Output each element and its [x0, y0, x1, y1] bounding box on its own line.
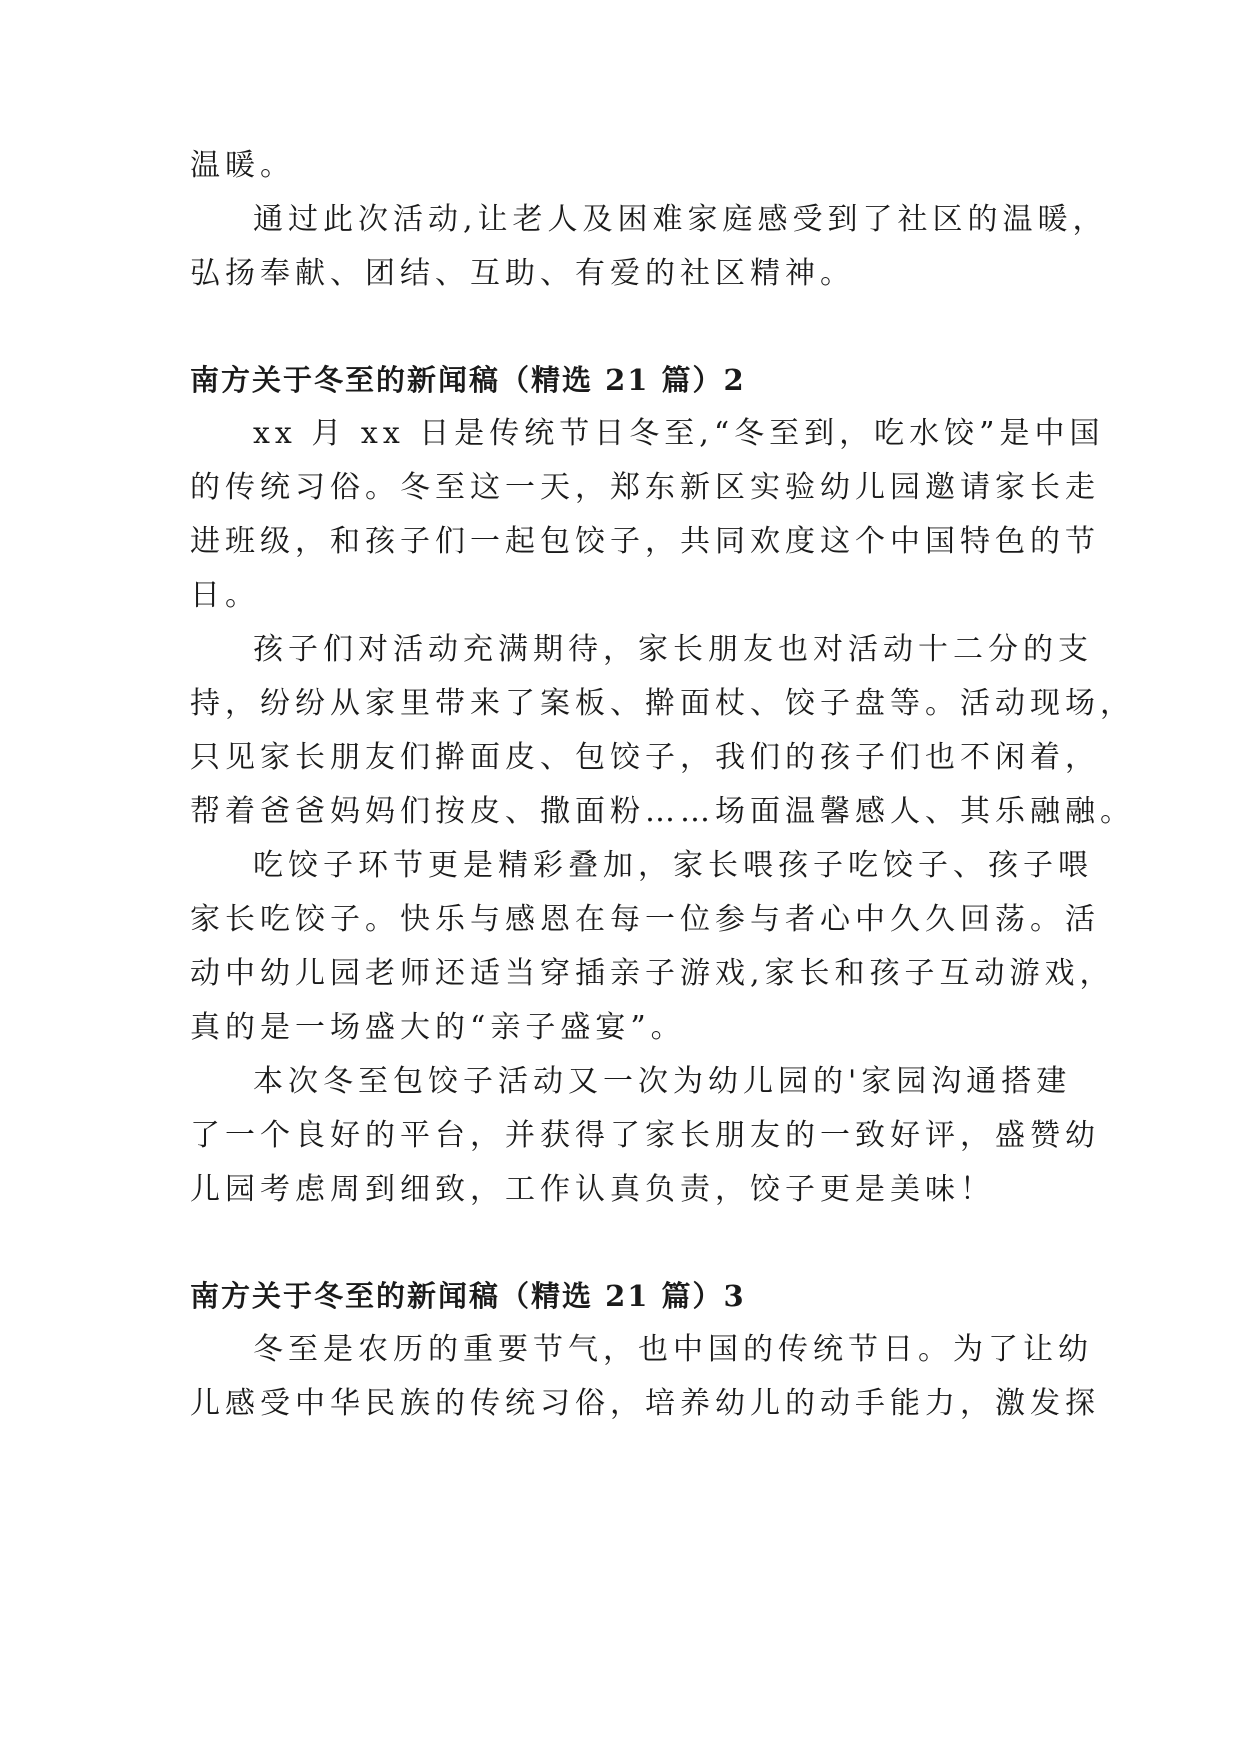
paragraph-line: 进班级，和孩子们一起包饺子，共同欢度这个中国特色的节: [190, 524, 1100, 559]
paragraph-line: 孩子们对活动充满期待，家长朋友也对活动十二分的支: [253, 632, 1093, 667]
paragraph-line: 真的是一场盛大的“亲子盛宴”。: [190, 1010, 686, 1045]
paragraph-line: 冬至是农历的重要节气，也中国的传统节日。为了让幼: [253, 1332, 1093, 1367]
paragraph-line: 温暖。: [190, 148, 295, 183]
paragraph-line: xx 月 xx 日是传统节日冬至,“冬至到，吃水饺”是中国: [253, 416, 1105, 451]
paragraph-line: 本次冬至包饺子活动又一次为幼儿园的'家园沟通搭建: [253, 1064, 1072, 1099]
paragraph-line: 通过此次活动,让老人及困难家庭感受到了社区的温暖，: [253, 202, 1108, 237]
paragraph-line: 吃饺子环节更是精彩叠加，家长喂孩子吃饺子、孩子喂: [253, 848, 1093, 883]
paragraph-line: 家长吃饺子。快乐与感恩在每一位参与者心中久久回荡。活: [190, 902, 1100, 937]
paragraph-line: 动中幼儿园老师还适当穿插亲子游戏,家长和孩子互动游戏，: [190, 956, 1115, 991]
paragraph-line: 了一个良好的平台，并获得了家长朋友的一致好评，盛赞幼: [190, 1118, 1100, 1153]
paragraph-line: 儿园考虑周到细致，工作认真负责，饺子更是美味！: [190, 1172, 995, 1207]
paragraph-line: 的传统习俗。冬至这一天，郑东新区实验幼儿园邀请家长走: [190, 470, 1100, 505]
paragraph-line: 儿感受中华民族的传统习俗，培养幼儿的动手能力，激发探: [190, 1386, 1100, 1421]
paragraph-line: 日。: [190, 578, 260, 613]
paragraph-line: 持，纷纷从家里带来了案板、擀面杖、饺子盘等。活动现场，: [190, 686, 1135, 721]
paragraph-line: 帮着爸爸妈妈们按皮、撒面粉……场面温馨感人、其乐融融。: [190, 794, 1135, 829]
paragraph-line: 弘扬奉献、团结、互助、有爱的社区精神。: [190, 256, 855, 291]
paragraph-line: 只见家长朋友们擀面皮、包饺子，我们的孩子们也不闲着，: [190, 740, 1100, 775]
section-heading: 南方关于冬至的新闻稿（精选 21 篇）3: [190, 1279, 746, 1313]
section-heading: 南方关于冬至的新闻稿（精选 21 篇）2: [190, 363, 746, 397]
